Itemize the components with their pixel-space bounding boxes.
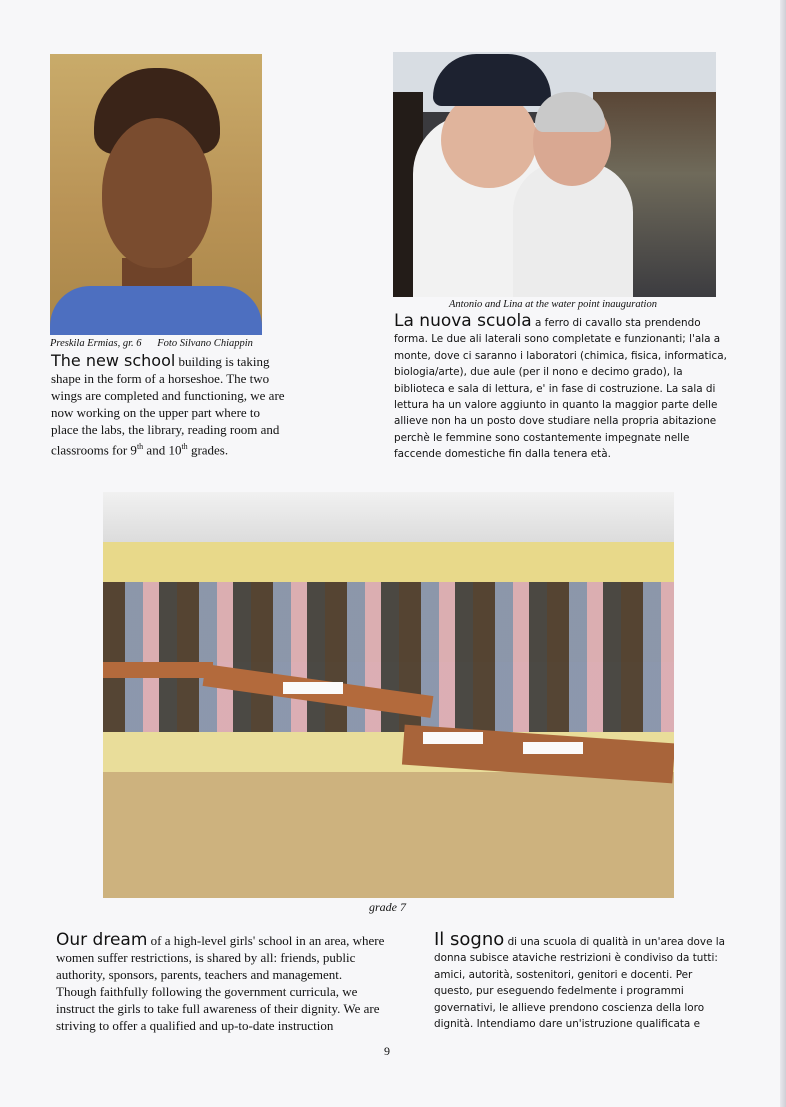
- text-line: Though faithfully following the government curricula, we: [56, 984, 358, 999]
- photo-book: [283, 682, 343, 694]
- text-line: striving to offer a qualified and up-to-date instruction: [56, 1018, 334, 1033]
- nuova-scuola-it-text: [394, 313, 739, 463]
- superscript: th: [136, 442, 144, 451]
- text-span: grades.: [187, 442, 229, 458]
- text-line: lettura ha un valore aggiunto in quanto la maggior parte delle: [394, 399, 718, 412]
- photo-book: [423, 732, 483, 744]
- classroom-photo: [103, 492, 674, 898]
- text-line: women suffer restrictions, is shared by all: friends, public: [56, 950, 356, 965]
- sogno-it-lead: Il sogno: [434, 929, 505, 950]
- text-line: dignità. Intendiamo dare un'istruzione qualificata e: [434, 1018, 700, 1031]
- text-line: biblioteca e sala di lettura, e' in fase di costruzione. La sala di: [394, 382, 716, 395]
- text-line: allieve non ha un posto dove studiare nella propria abitazione: [394, 415, 717, 428]
- text-line: amici, autorità, sostenitori, genitori e docenti. Per: [434, 968, 693, 981]
- text-line: wings are completed and functioning, we are: [51, 388, 285, 403]
- page-edge: [780, 0, 786, 1107]
- inauguration-caption: Antonio and Lina at the water point inauguration: [449, 299, 657, 310]
- portrait-shirt: [50, 286, 262, 335]
- text-line: instruct the girls to take full awareness of their dignity. We are: [56, 1001, 380, 1016]
- photo-desk: [103, 662, 213, 678]
- photo-ceiling: [103, 492, 674, 542]
- superscript: th: [181, 442, 188, 451]
- photo-book: [523, 742, 583, 754]
- photo-man-head: [441, 92, 537, 188]
- text-line: now working on the upper part where to: [51, 405, 261, 420]
- text-line: shape in the form of a horseshoe. The two: [51, 371, 270, 386]
- text-line: place the labs, the library, reading room and: [51, 422, 280, 437]
- text-line: perchè le femmine sono costantemente impegnate nelle: [394, 431, 690, 444]
- text-line: di una scuola di qualità in un'area dove la: [504, 936, 726, 948]
- portrait-face: [102, 118, 212, 268]
- new-school-en-text: [51, 352, 341, 458]
- photo-floor: [103, 772, 674, 898]
- text-line: governativi, le allieve prendono coscienza della loro: [434, 1001, 705, 1014]
- dream-en-text: [56, 932, 426, 1034]
- inauguration-photo: [393, 52, 716, 297]
- text-span: classrooms for 9: [51, 442, 137, 458]
- page-number: 9: [384, 1044, 390, 1058]
- text-line: forma. Le due ali laterali sono completate e funzionanti; l'ala a: [394, 333, 721, 346]
- text-line: building is taking: [175, 354, 270, 369]
- text-line: monte, dove ci saranno i laboratori (chimica, fisica, informatica,: [394, 349, 727, 362]
- text-line: authority, sponsors, parents, teachers and management.: [56, 967, 343, 982]
- sogno-it-text: [434, 929, 744, 1032]
- text-line: [51, 438, 341, 458]
- text-line: a ferro di cavallo sta prendendo: [531, 317, 701, 329]
- text-line: biologia/arte), due aule (per il nono e decimo grado), la: [394, 366, 683, 379]
- nuova-scuola-it-lead: La nuova scuola: [394, 311, 532, 331]
- text-line: faccende domestiche fin dalla tenera età.: [394, 448, 611, 461]
- dream-en-lead: Our dream: [56, 930, 148, 950]
- text-line: questo, pur eseguendo fedelmente i programmi: [434, 985, 684, 998]
- text-line: donna subisce ataviche restrizioni è condiviso da tutti:: [434, 952, 718, 965]
- text-span: and 10: [143, 442, 182, 458]
- new-school-en-lead: The new school: [51, 351, 176, 370]
- text-line: of a high-level girls' school in an area, where: [147, 933, 385, 948]
- classroom-caption: grade 7: [369, 900, 406, 914]
- photo-cap: [433, 54, 551, 106]
- portrait-photo: [50, 54, 262, 335]
- portrait-caption: Preskila Ermias, gr. 6 Foto Silvano Chiappin: [50, 338, 253, 349]
